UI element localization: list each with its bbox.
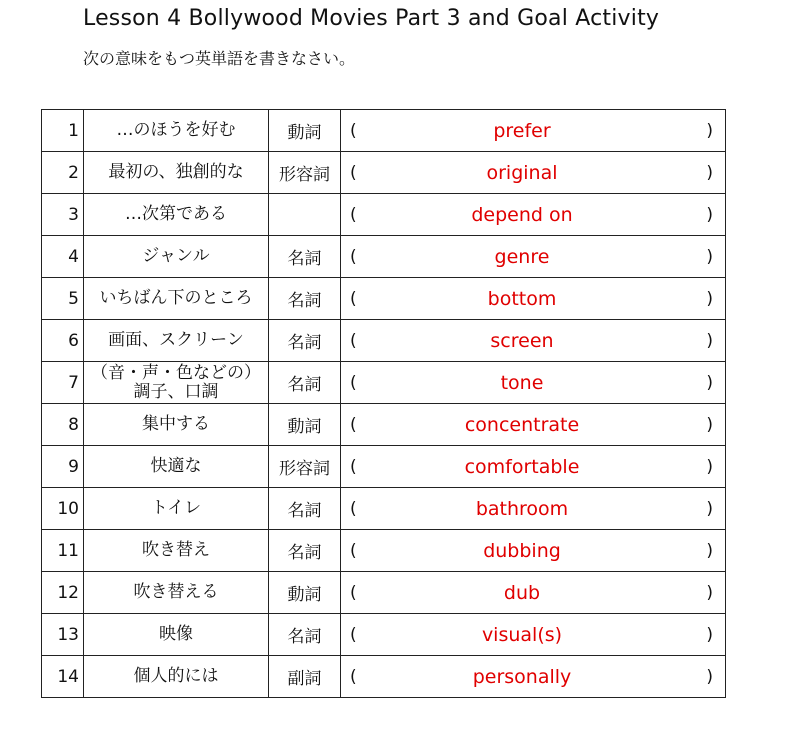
- answer-cell: [341, 656, 726, 698]
- japanese-meaning: （音・声・色などの）調子、口調: [84, 362, 269, 404]
- row-number: 9: [42, 446, 84, 488]
- row-number: 10: [42, 488, 84, 530]
- close-paren: ): [706, 624, 713, 645]
- open-paren: (: [350, 540, 357, 561]
- row-number: 4: [42, 236, 84, 278]
- table-row: [42, 152, 726, 194]
- part-of-speech: 動詞: [269, 404, 341, 446]
- close-paren: ): [706, 162, 713, 183]
- part-of-speech: 名詞: [269, 320, 341, 362]
- table-row: [42, 572, 726, 614]
- open-paren: (: [350, 414, 357, 435]
- table-row: [42, 320, 726, 362]
- english-answer: dub: [503, 581, 541, 604]
- row-number: 2: [42, 152, 84, 194]
- answer-cell: [341, 362, 726, 404]
- english-answer: genre: [494, 245, 550, 268]
- instruction-text: 次の意味をもつ英単語を書きなさい。: [83, 49, 356, 68]
- english-answer: original: [486, 161, 558, 184]
- close-paren: ): [706, 666, 713, 687]
- part-of-speech: 動詞: [269, 110, 341, 152]
- table-row: [42, 110, 726, 152]
- row-number: 14: [42, 656, 84, 698]
- close-paren: ): [706, 246, 713, 267]
- row-number: 13: [42, 614, 84, 656]
- english-answer: tone: [500, 371, 544, 394]
- japanese-meaning: トイレ: [84, 488, 269, 530]
- japanese-meaning: 個人的には: [84, 656, 269, 698]
- answer-cell: [341, 404, 726, 446]
- row-number: 11: [42, 530, 84, 572]
- row-number: 5: [42, 278, 84, 320]
- part-of-speech: 名詞: [269, 236, 341, 278]
- table-row: [42, 278, 726, 320]
- page-title: Lesson 4 Bollywood Movies Part 3 and Goal Activity: [83, 6, 660, 31]
- japanese-meaning: 最初の、独創的な: [84, 152, 269, 194]
- table-row: [42, 404, 726, 446]
- table-row: [42, 362, 726, 404]
- part-of-speech: 形容詞: [269, 446, 341, 488]
- table-row: [42, 656, 726, 698]
- open-paren: (: [350, 120, 357, 141]
- open-paren: (: [350, 162, 357, 183]
- table-row: [42, 236, 726, 278]
- row-number: 6: [42, 320, 84, 362]
- english-answer: dubbing: [483, 539, 561, 562]
- table-row: [42, 488, 726, 530]
- part-of-speech: 名詞: [269, 362, 341, 404]
- answer-cell: [341, 530, 726, 572]
- close-paren: ): [706, 330, 713, 351]
- part-of-speech: 動詞: [269, 572, 341, 614]
- english-answer: bathroom: [475, 497, 569, 520]
- table-row: [42, 446, 726, 488]
- row-number: 3: [42, 194, 84, 236]
- japanese-meaning: 快適な: [84, 446, 269, 488]
- part-of-speech: 名詞: [269, 530, 341, 572]
- answer-cell: [341, 110, 726, 152]
- english-answer: comfortable: [464, 455, 580, 478]
- part-of-speech: 名詞: [269, 614, 341, 656]
- open-paren: (: [350, 624, 357, 645]
- open-paren: (: [350, 288, 357, 309]
- japanese-meaning: …のほうを好む: [84, 110, 269, 152]
- table-row: [42, 530, 726, 572]
- row-number: 7: [42, 362, 84, 404]
- answer-cell: [341, 572, 726, 614]
- table-row: [42, 614, 726, 656]
- answer-cell: [341, 152, 726, 194]
- japanese-meaning: …次第である: [84, 194, 269, 236]
- vocabulary-table-body: [42, 110, 726, 698]
- close-paren: ): [706, 120, 713, 141]
- japanese-meaning: 集中する: [84, 404, 269, 446]
- answer-cell: [341, 278, 726, 320]
- row-number: 12: [42, 572, 84, 614]
- japanese-meaning: 画面、スクリーン: [84, 320, 269, 362]
- answer-cell: [341, 446, 726, 488]
- english-answer: depend on: [471, 203, 573, 226]
- open-paren: (: [350, 204, 357, 225]
- close-paren: ): [706, 372, 713, 393]
- close-paren: ): [706, 498, 713, 519]
- japanese-meaning: いちばん下のところ: [84, 278, 269, 320]
- close-paren: ): [706, 288, 713, 309]
- part-of-speech: 形容詞: [269, 152, 341, 194]
- open-paren: (: [350, 372, 357, 393]
- row-number: 8: [42, 404, 84, 446]
- open-paren: (: [350, 456, 357, 477]
- close-paren: ): [706, 414, 713, 435]
- english-answer: personally: [472, 665, 572, 688]
- answer-cell: [341, 488, 726, 530]
- close-paren: ): [706, 204, 713, 225]
- open-paren: (: [350, 498, 357, 519]
- part-of-speech: 名詞: [269, 488, 341, 530]
- table-row: [42, 194, 726, 236]
- vocabulary-table: [41, 109, 726, 698]
- japanese-meaning: 吹き替える: [84, 572, 269, 614]
- answer-cell: [341, 614, 726, 656]
- answer-cell: [341, 320, 726, 362]
- answer-cell: [341, 236, 726, 278]
- english-answer: concentrate: [464, 413, 580, 436]
- answer-cell: [341, 194, 726, 236]
- english-answer: screen: [490, 329, 554, 352]
- part-of-speech: 副詞: [269, 656, 341, 698]
- japanese-meaning: 吹き替え: [84, 530, 269, 572]
- open-paren: (: [350, 330, 357, 351]
- part-of-speech: [269, 194, 341, 236]
- close-paren: ): [706, 540, 713, 561]
- open-paren: (: [350, 666, 357, 687]
- row-number: 1: [42, 110, 84, 152]
- close-paren: ): [706, 456, 713, 477]
- english-answer: prefer: [493, 119, 551, 142]
- japanese-meaning: 映像: [84, 614, 269, 656]
- open-paren: (: [350, 582, 357, 603]
- close-paren: ): [706, 582, 713, 603]
- part-of-speech: 名詞: [269, 278, 341, 320]
- open-paren: (: [350, 246, 357, 267]
- english-answer: bottom: [487, 287, 557, 310]
- japanese-meaning: ジャンル: [84, 236, 269, 278]
- english-answer: visual(s): [481, 623, 563, 646]
